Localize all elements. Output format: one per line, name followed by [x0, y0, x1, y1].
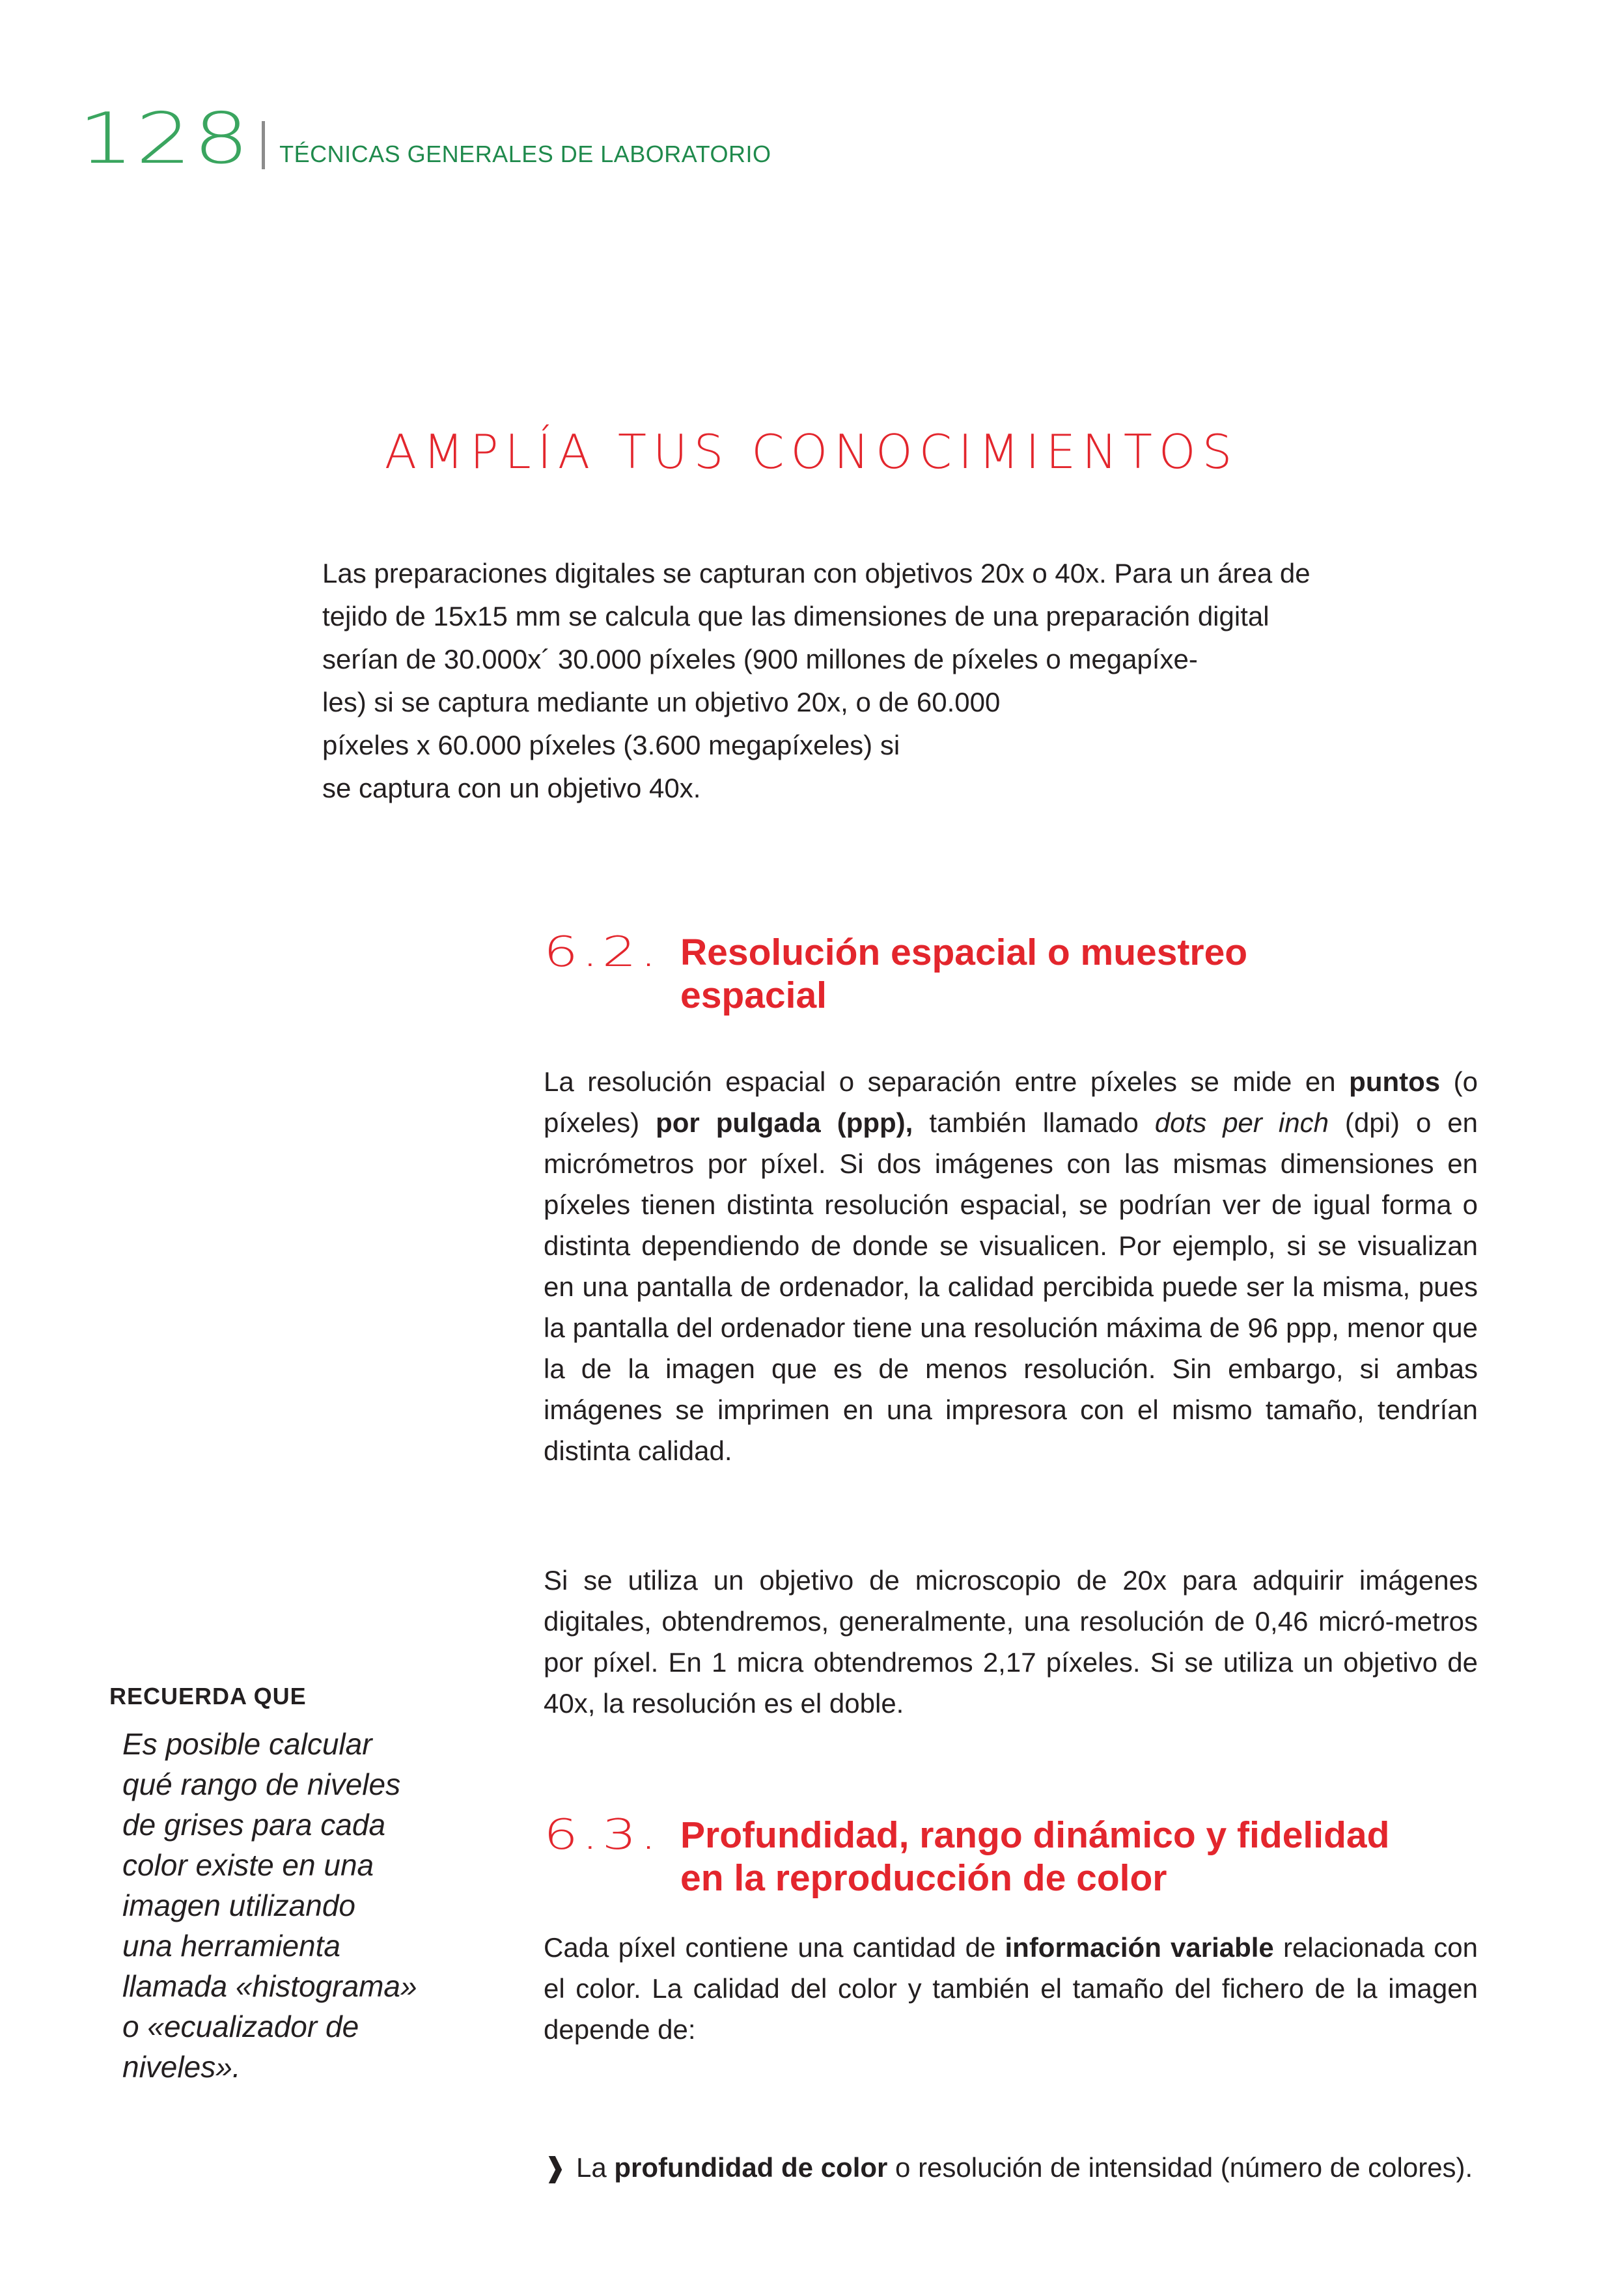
extend-box-text: [322, 552, 1403, 810]
extend-box-line: Las preparaciones digitales se capturan con objetivos 20x o 40x. Para un área de: [322, 558, 1311, 588]
bullet-marker-icon: ❱: [544, 2152, 567, 2183]
section-title: [680, 931, 1247, 1017]
section-title-line: en la reproducción de color: [680, 1857, 1167, 1899]
extend-box-title: AMPLÍA TUS CONOCIMIENTOS: [384, 424, 1239, 479]
sidebar-line: niveles».: [122, 2050, 241, 2084]
sidebar-line: de grises para cada: [122, 1808, 386, 1842]
extend-box-line: píxeles x 60.000 píxeles (3.600 megapíxeles) si: [322, 730, 900, 760]
section-6-2-paragraph-1: [544, 1061, 1478, 1471]
sidebar-line: imagen utilizando: [122, 1888, 356, 1922]
page-number: 128: [78, 98, 251, 180]
bullet-text: La profundidad de color o resolución de intensidad (número de colores).: [576, 2152, 1473, 2183]
section-number: 6.3.: [544, 1811, 661, 1859]
sidebar-line: una herramienta: [122, 1929, 340, 1963]
section-number: 6.2.: [544, 928, 661, 976]
bullet-item: [544, 2147, 1478, 2188]
section-6-2-paragraph-2: [544, 1560, 1478, 1724]
paragraph: Cada píxel contiene una cantidad de información variable relacionada con el color. La calidad del color y también el tamaño del fichero de la imagen depende de:: [544, 1932, 1478, 2045]
section-title-line: espacial: [680, 975, 827, 1016]
paragraph: Si se utiliza un objetivo de microscopio de 20x para adquirir imágenes digitales, obtendremos, generalmente, una resolución de 0,46 micró-metros por píxel. En 1 micra obtendremos 2,17 píxeles. Si se utiliza un objetivo de 40x, la resolución es el doble.: [544, 1565, 1478, 1719]
sidebar-line: o «ecualizador de: [122, 2010, 359, 2043]
page-header: [78, 98, 771, 180]
sidebar-line: llamada «histograma»: [122, 1969, 417, 2003]
section-title-line: Resolución espacial o muestreo: [680, 932, 1248, 973]
sidebar-line: Es posible calcular: [122, 1727, 372, 1761]
paragraph: La resolución espacial o separación entre píxeles se mide en puntos (o píxeles) por pulgada (ppp), también llamado dots per inch (dpi) o en micrómetros por píxel. Si dos imágenes con las mismas dimensiones en píxeles tienen distinta resolución espacial, se podrían ver de igual forma o distinta dependiendo de donde se visualicen. Por ejemplo, si se visualizan en una pantalla de ordenador, la calidad percibida puede ser la misma, pues la pantalla del ordenador tiene una resolución máxima de 96 ppp, menor que la de la imagen que es de menos resolución. Sin embargo, si ambas imágenes se imprimen en una impresora con el mismo tamaño, tendrían distinta calidad.: [544, 1066, 1478, 1466]
section-6-3-paragraph: [544, 1927, 1478, 2050]
extend-box-line: se captura con un objetivo 40x.: [322, 773, 701, 803]
section-6-3-heading: [544, 1811, 1488, 1900]
extend-box-line: serían de 30.000x´ 30.000 píxeles (900 millones de píxeles o megapíxe-: [322, 644, 1198, 674]
header-divider: [262, 121, 265, 169]
sidebar-line: qué rango de niveles: [122, 1767, 401, 1801]
section-6-2-heading: [544, 928, 1488, 1017]
sidebar-line: color existe en una: [122, 1848, 374, 1882]
extend-box-line: tejido de 15x15 mm se calcula que las dimensiones de una preparación digital: [322, 601, 1269, 631]
extend-box-line: les) si se captura mediante un objetivo 20x, o de 60.000: [322, 687, 1001, 717]
running-title: TÉCNICAS GENERALES DE LABORATORIO: [279, 141, 771, 167]
sidebar-text: [122, 1724, 441, 2087]
section-title-line: Profundidad, rango dinámico y fidelidad: [680, 1814, 1390, 1856]
sidebar-heading: RECUERDA QUE: [109, 1683, 307, 1709]
section-title: [680, 1814, 1389, 1900]
